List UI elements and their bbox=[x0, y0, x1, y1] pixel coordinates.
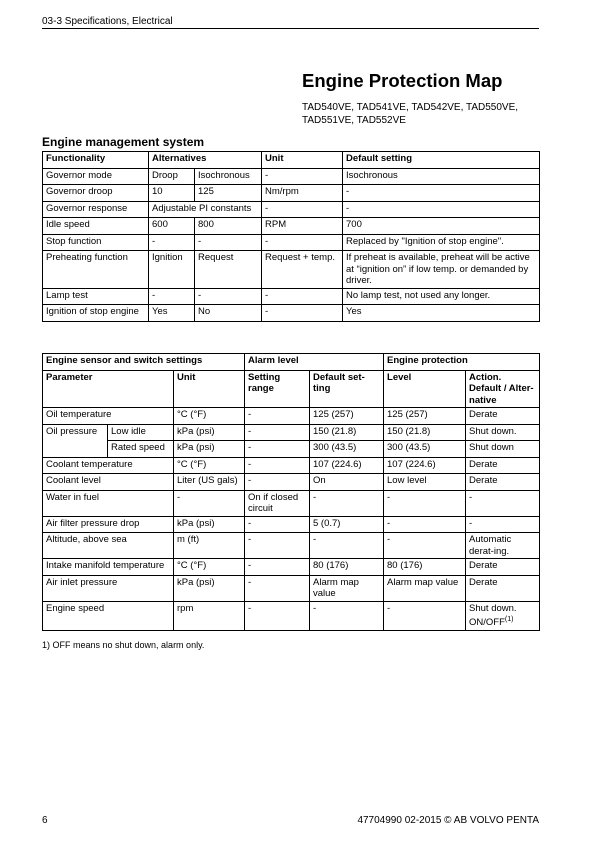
cell-unit: kPa (psi) bbox=[174, 516, 245, 533]
table-row bbox=[43, 424, 540, 441]
cell-alt2: - bbox=[195, 288, 262, 305]
cell-alt2: 125 bbox=[195, 185, 262, 202]
cell-alt2: 800 bbox=[195, 218, 262, 235]
cell-unit: °C (°F) bbox=[174, 457, 245, 474]
cell-unit: - bbox=[262, 288, 343, 305]
cell-unit: Nm/rpm bbox=[262, 185, 343, 202]
cell-action: Shut down. bbox=[466, 424, 540, 441]
cell-unit: - bbox=[262, 234, 343, 251]
table-row bbox=[43, 474, 540, 491]
cell-subparam: Low idle bbox=[108, 424, 174, 441]
cell-level: Alarm map value bbox=[384, 575, 466, 601]
table-row bbox=[43, 408, 540, 425]
table-row bbox=[43, 441, 540, 458]
cell-unit: Liter (US gals) bbox=[174, 474, 245, 491]
cell-unit: °C (°F) bbox=[174, 408, 245, 425]
footnote: 1) OFF means no shut down, alarm only. bbox=[42, 640, 205, 650]
group-alarm-level: Alarm level bbox=[245, 354, 384, 371]
cell-action bbox=[466, 601, 540, 630]
cell-unit: m (ft) bbox=[174, 533, 245, 559]
cell-alt1: Ignition bbox=[149, 251, 195, 289]
cell-level: - bbox=[384, 516, 466, 533]
cell-default: 80 (176) bbox=[310, 559, 384, 576]
cell-param: Altitude, above sea bbox=[43, 533, 174, 559]
cell-level: - bbox=[384, 601, 466, 630]
cell-default: 150 (21.8) bbox=[310, 424, 384, 441]
cell-param: Air inlet pressure bbox=[43, 575, 174, 601]
cell-default: 300 (43.5) bbox=[310, 441, 384, 458]
cell-func: Preheating function bbox=[43, 251, 149, 289]
cell-range: - bbox=[245, 516, 310, 533]
cell-action: Derate bbox=[466, 457, 540, 474]
cell-alt: Adjustable PI constants bbox=[149, 201, 262, 218]
col-unit: Unit bbox=[262, 152, 343, 169]
cell-alt1: 600 bbox=[149, 218, 195, 235]
cell-default: Isochronous bbox=[343, 168, 540, 185]
cell-level: 300 (43.5) bbox=[384, 441, 466, 458]
table-row bbox=[43, 601, 540, 630]
cell-default: No lamp test, not used any longer. bbox=[343, 288, 540, 305]
ems-header-row bbox=[43, 152, 540, 169]
cell-range: - bbox=[245, 533, 310, 559]
cell-level: - bbox=[384, 533, 466, 559]
cell-alt1: Droop bbox=[149, 168, 195, 185]
cell-param: Water in fuel bbox=[43, 490, 174, 516]
cell-level: 107 (224.6) bbox=[384, 457, 466, 474]
table-row bbox=[43, 305, 540, 322]
cell-default: 5 (0.7) bbox=[310, 516, 384, 533]
document-id: 47704990 02-2015 © AB VOLVO PENTA bbox=[357, 815, 539, 826]
table-row bbox=[43, 490, 540, 516]
col-default-setting: Default set-ting bbox=[310, 370, 384, 408]
cell-unit: kPa (psi) bbox=[174, 575, 245, 601]
cell-range: - bbox=[245, 424, 310, 441]
cell-default: Replaced by "Ignition of stop engine". bbox=[343, 234, 540, 251]
column-header-row bbox=[43, 370, 540, 408]
cell-func: Ignition of stop engine bbox=[43, 305, 149, 322]
table-row bbox=[43, 533, 540, 559]
cell-unit: - bbox=[262, 201, 343, 218]
cell-range: - bbox=[245, 601, 310, 630]
cell-unit: - bbox=[262, 168, 343, 185]
cell-unit: kPa (psi) bbox=[174, 424, 245, 441]
cell-subparam: Rated speed bbox=[108, 441, 174, 458]
cell-action: Derate bbox=[466, 559, 540, 576]
cell-action: Shut down bbox=[466, 441, 540, 458]
table-row bbox=[43, 559, 540, 576]
cell-level: 150 (21.8) bbox=[384, 424, 466, 441]
table-row bbox=[43, 575, 540, 601]
cell-func: Idle speed bbox=[43, 218, 149, 235]
cell-unit: °C (°F) bbox=[174, 559, 245, 576]
table-row bbox=[43, 185, 540, 202]
cell-param: Coolant level bbox=[43, 474, 174, 491]
cell-default: Yes bbox=[343, 305, 540, 322]
cell-default: 107 (224.6) bbox=[310, 457, 384, 474]
running-header: 03-3 Specifications, Electrical bbox=[42, 16, 173, 27]
table-row bbox=[43, 168, 540, 185]
page-number: 6 bbox=[42, 815, 48, 826]
table-row bbox=[43, 457, 540, 474]
cell-unit: - bbox=[174, 490, 245, 516]
cell-range: On if closed circuit bbox=[245, 490, 310, 516]
engine-models: TAD540VE, TAD541VE, TAD542VE, TAD550VE, TAD551VE, TAD552VE bbox=[302, 102, 519, 126]
cell-param: Air filter pressure drop bbox=[43, 516, 174, 533]
cell-default: - bbox=[310, 533, 384, 559]
col-unit: Unit bbox=[174, 370, 245, 408]
cell-level: - bbox=[384, 490, 466, 516]
cell-default: If preheat is available, preheat will be active at “ignition on” if low temp. or demanded by driver. bbox=[343, 251, 540, 289]
col-level: Level bbox=[384, 370, 466, 408]
cell-unit: kPa (psi) bbox=[174, 441, 245, 458]
table-row bbox=[43, 516, 540, 533]
cell-alt1: - bbox=[149, 288, 195, 305]
cell-func: Governor droop bbox=[43, 185, 149, 202]
col-parameter: Parameter bbox=[43, 370, 174, 408]
table-row bbox=[43, 201, 540, 218]
cell-alt2: - bbox=[195, 234, 262, 251]
cell-alt2: Isochronous bbox=[195, 168, 262, 185]
cell-action: Automatic derat-ing. bbox=[466, 533, 540, 559]
table-row bbox=[43, 251, 540, 289]
cell-default: Alarm map value bbox=[310, 575, 384, 601]
table-row bbox=[43, 234, 540, 251]
cell-action: - bbox=[466, 516, 540, 533]
cell-default: - bbox=[343, 185, 540, 202]
cell-default: - bbox=[343, 201, 540, 218]
cell-alt2: Request bbox=[195, 251, 262, 289]
cell-default: On bbox=[310, 474, 384, 491]
cell-default: - bbox=[310, 490, 384, 516]
cell-level: 80 (176) bbox=[384, 559, 466, 576]
cell-action: Derate bbox=[466, 408, 540, 425]
cell-level: 125 (257) bbox=[384, 408, 466, 425]
cell-unit: RPM bbox=[262, 218, 343, 235]
col-alternatives: Alternatives bbox=[149, 152, 262, 169]
cell-alt1: Yes bbox=[149, 305, 195, 322]
cell-param: Coolant temperature bbox=[43, 457, 174, 474]
cell-range: - bbox=[245, 408, 310, 425]
cell-default: - bbox=[310, 601, 384, 630]
cell-default: 125 (257) bbox=[310, 408, 384, 425]
cell-func: Stop function bbox=[43, 234, 149, 251]
cell-range: - bbox=[245, 474, 310, 491]
group-engine-protection: Engine protection bbox=[384, 354, 540, 371]
table-row bbox=[43, 218, 540, 235]
section-heading-ems: Engine management system bbox=[42, 135, 205, 149]
cell-range: - bbox=[245, 441, 310, 458]
action-text: Shut down. ON/OFF bbox=[469, 602, 517, 629]
cell-param: Oil pressure bbox=[43, 424, 108, 457]
cell-unit: - bbox=[262, 305, 343, 322]
cell-range: - bbox=[245, 559, 310, 576]
cell-alt1: - bbox=[149, 234, 195, 251]
cell-alt2: No bbox=[195, 305, 262, 322]
cell-level: Low level bbox=[384, 474, 466, 491]
cell-param: Oil temperature bbox=[43, 408, 174, 425]
table-row bbox=[43, 288, 540, 305]
cell-param: Engine speed bbox=[43, 601, 174, 630]
ems-table bbox=[42, 151, 540, 322]
col-setting-range: Setting range bbox=[245, 370, 310, 408]
cell-alt1: 10 bbox=[149, 185, 195, 202]
cell-param: Intake manifold temperature bbox=[43, 559, 174, 576]
cell-unit: rpm bbox=[174, 601, 245, 630]
footnote-ref: (1) bbox=[504, 616, 514, 623]
cell-func: Lamp test bbox=[43, 288, 149, 305]
col-functionality: Functionality bbox=[43, 152, 149, 169]
cell-func: Governor response bbox=[43, 201, 149, 218]
cell-unit: Request + temp. bbox=[262, 251, 343, 289]
group-header-row bbox=[43, 354, 540, 371]
sensor-settings-table bbox=[42, 353, 540, 631]
col-default-setting: Default setting bbox=[343, 152, 540, 169]
cell-range: - bbox=[245, 575, 310, 601]
cell-action: Derate bbox=[466, 575, 540, 601]
cell-default: 700 bbox=[343, 218, 540, 235]
col-action: Action. Default / Alter-native bbox=[466, 370, 540, 408]
cell-action: - bbox=[466, 490, 540, 516]
cell-func: Governor mode bbox=[43, 168, 149, 185]
cell-action: Derate bbox=[466, 474, 540, 491]
group-settings: Engine sensor and switch settings bbox=[43, 354, 245, 371]
header-rule bbox=[42, 28, 539, 29]
page-title: Engine Protection Map bbox=[302, 70, 503, 91]
cell-range: - bbox=[245, 457, 310, 474]
